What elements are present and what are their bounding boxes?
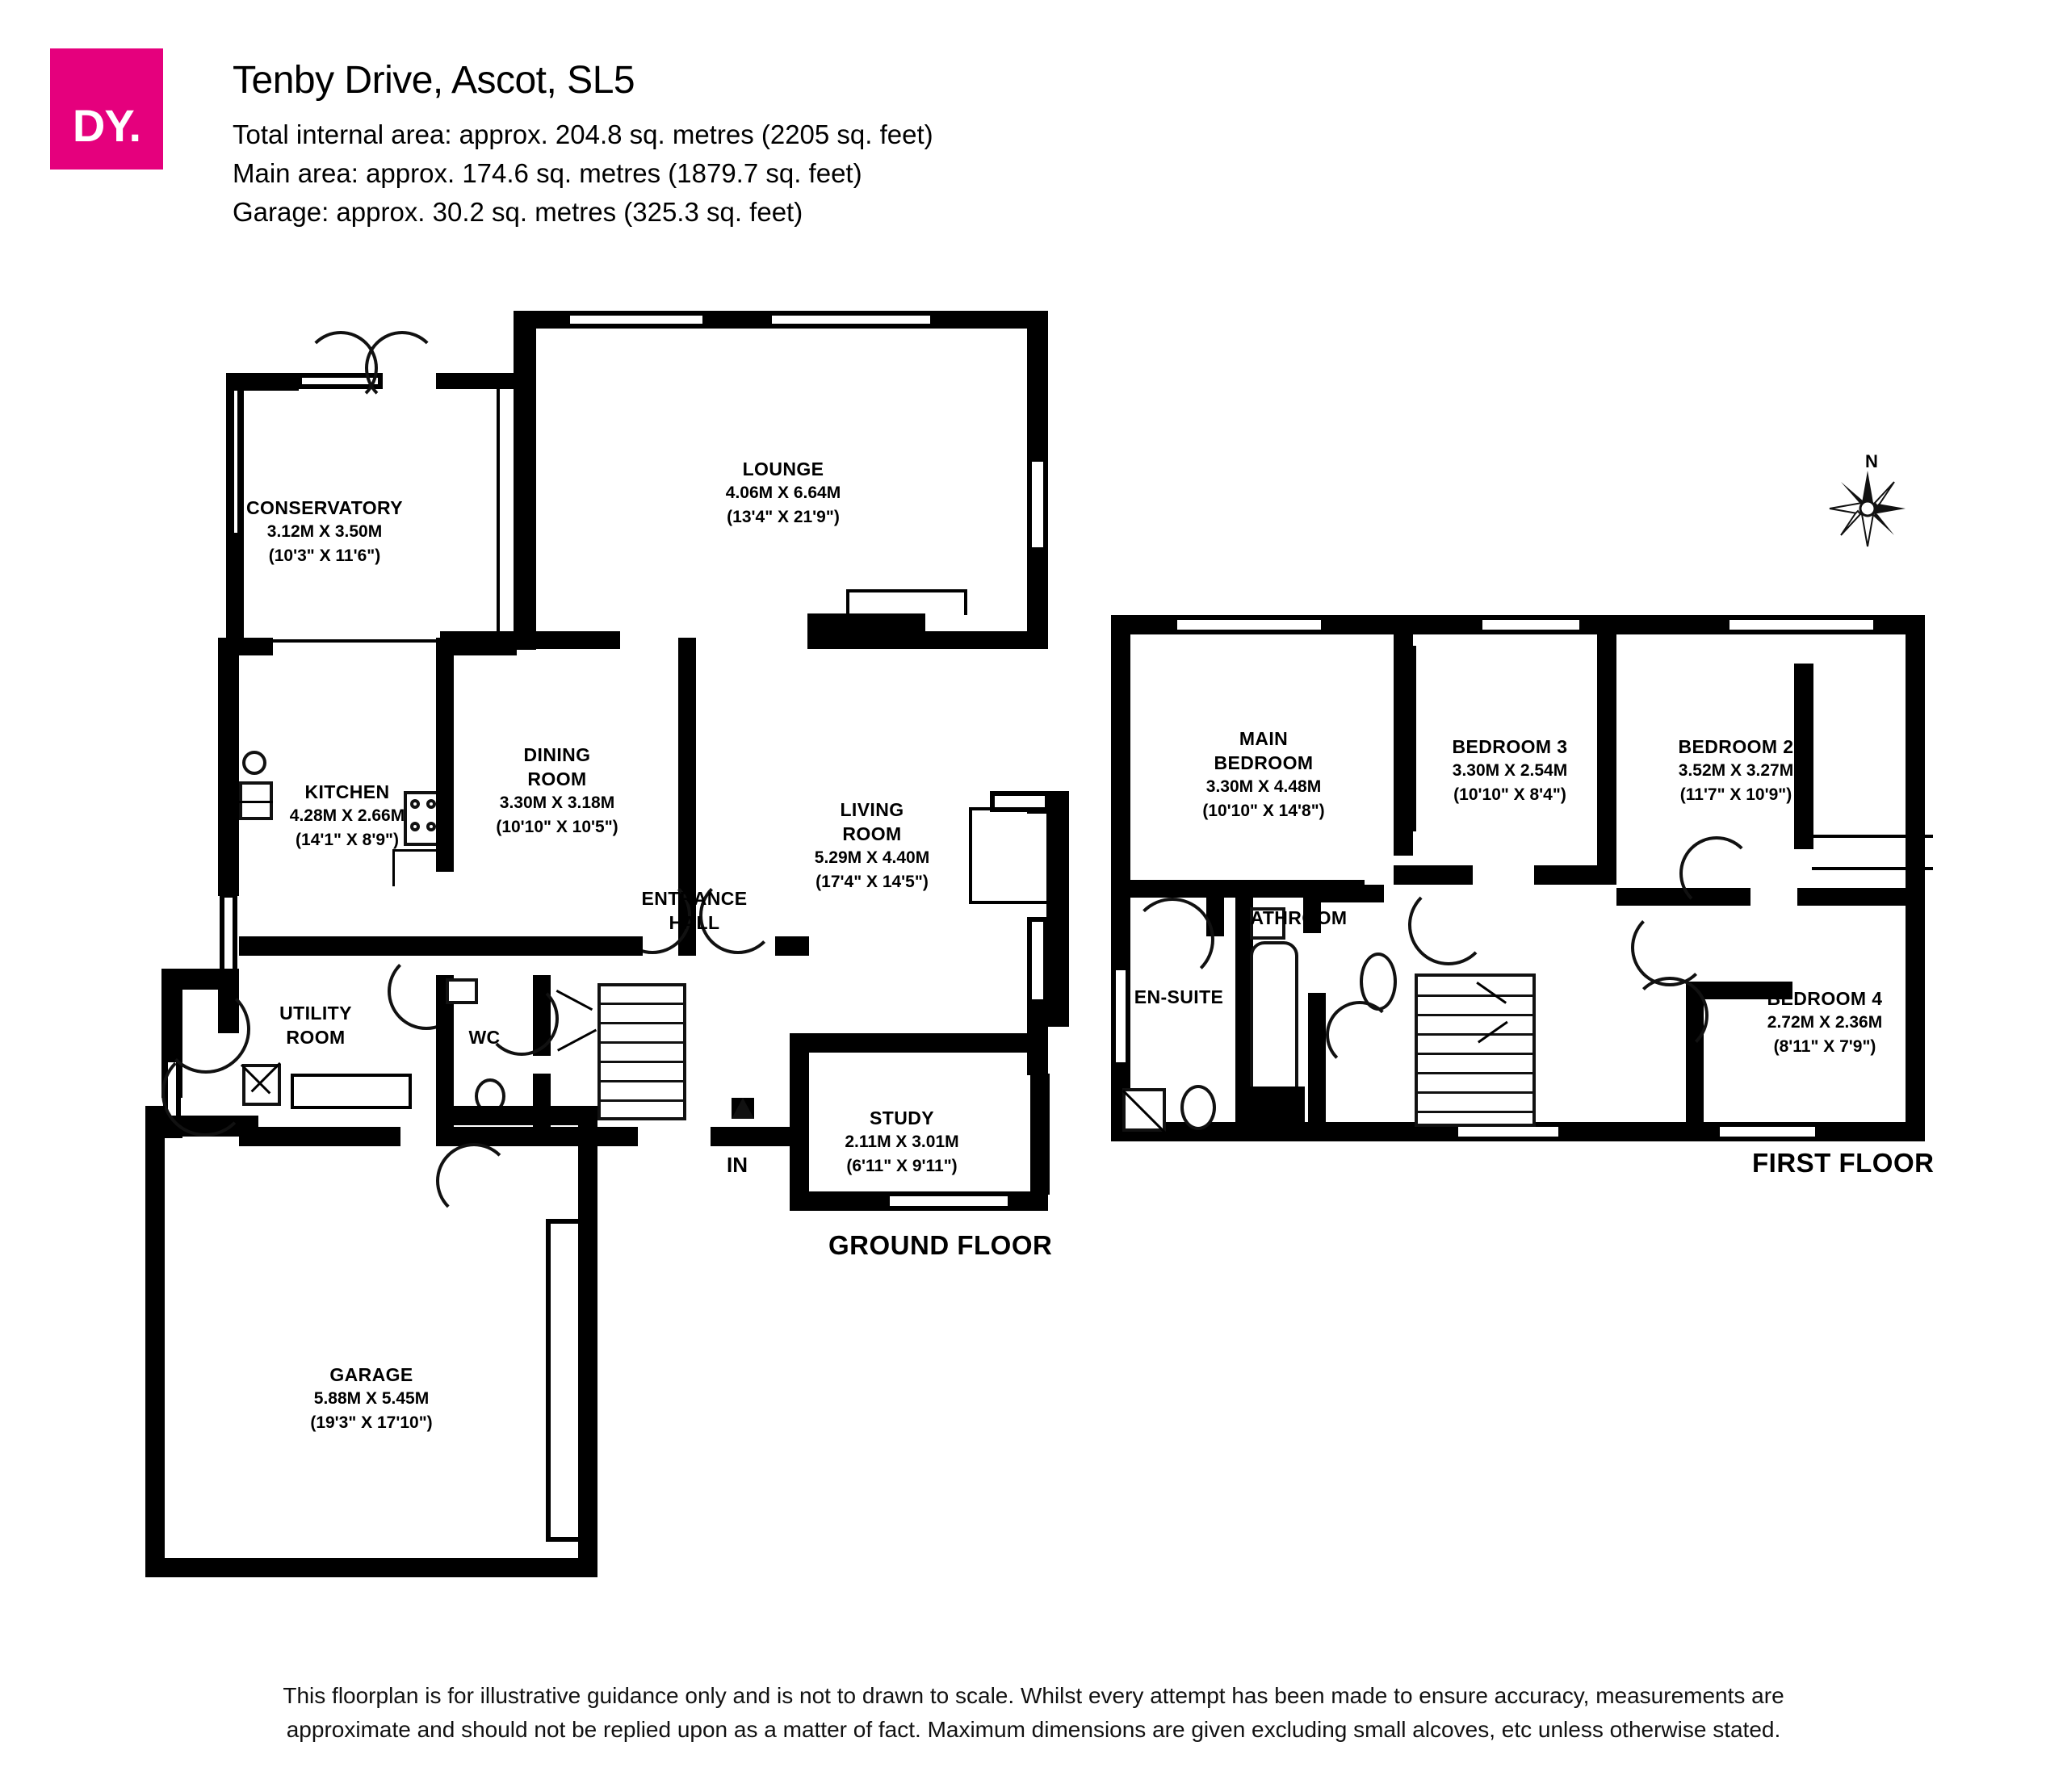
garage-door — [546, 1219, 583, 1542]
room-label-dining-room: DINING ROOM 3.30M X 3.18M (10'10" X 10'5") — [496, 744, 618, 836]
wall — [711, 1127, 791, 1146]
wall-line — [846, 589, 849, 615]
door-arc — [1679, 836, 1754, 911]
wall — [1815, 1122, 1925, 1141]
door-arc — [161, 1049, 249, 1137]
room-label-kitchen: KITCHEN 4.28M X 2.66M (14'1" X 8'9") — [289, 781, 405, 849]
ground-floor-label: GROUND FLOOR — [828, 1230, 1053, 1260]
wall — [807, 613, 925, 631]
room-label-bedroom-4: BEDROOM 4 2.72M X 2.36M (8'11" X 7'9") — [1767, 988, 1883, 1056]
wall-line — [271, 639, 441, 643]
wall — [1413, 865, 1473, 885]
wall — [145, 1106, 165, 1577]
stair-arrow — [557, 1029, 597, 1052]
stair-arrow — [556, 990, 593, 1011]
wall — [1797, 888, 1925, 906]
room-label-living-room: LIVING ROOM 5.29M X 4.40M (17'4" X 14'5") — [814, 799, 930, 891]
brand-logo — [50, 48, 163, 170]
disclaimer-line-2: approximate and should not be replied upon as a matter of fact. Maximum dimensions are given excluding small alcoves, etc unless otherwise stated. — [286, 1717, 1781, 1742]
wall — [1243, 1087, 1305, 1141]
wall — [436, 854, 454, 872]
disclaimer — [0, 1679, 2067, 1747]
wall — [1111, 615, 1130, 970]
room-label-utility-room: UTILITY ROOM — [279, 1003, 352, 1048]
counter-line — [392, 849, 395, 886]
wall — [1321, 615, 1482, 634]
wall — [932, 311, 1038, 329]
wall — [1394, 865, 1413, 885]
wall — [1906, 615, 1925, 1141]
door-arc — [436, 1143, 512, 1219]
wall-line — [964, 589, 967, 615]
window — [1172, 615, 1326, 634]
wall-line — [969, 901, 1046, 904]
wall — [790, 1033, 1048, 1053]
wall-line — [846, 589, 967, 592]
wall — [452, 936, 643, 956]
room-label-bedroom-3: BEDROOM 3 3.30M X 2.54M (10'10" X 8'4") — [1452, 736, 1568, 804]
wall — [1308, 993, 1326, 1141]
room-label-wc: WC — [468, 1027, 501, 1048]
room-label-main-bedroom: MAIN BEDROOM 3.30M X 4.48M (10'10" X 14'8") — [1202, 728, 1325, 820]
compass-icon — [1823, 451, 1912, 561]
window — [1725, 615, 1878, 634]
window — [1111, 965, 1130, 1069]
wall — [1030, 1074, 1050, 1195]
garage-area-text: Garage: approx. 30.2 sq. metres (325.3 sq. feet) — [233, 197, 803, 227]
window — [1027, 457, 1048, 552]
window — [220, 893, 237, 977]
page-title: Tenby Drive, Ascot, SL5 — [233, 59, 635, 102]
sink-icon — [242, 751, 266, 775]
toilet-icon — [1180, 1085, 1216, 1130]
basin-icon — [446, 978, 478, 1004]
first-floor-label: FIRST FLOOR — [1752, 1148, 1935, 1178]
wall — [1046, 825, 1069, 1027]
counter-line — [291, 1106, 412, 1109]
room-label-bathroom: BATHROOM — [1236, 907, 1348, 928]
wardrobe-line — [1812, 867, 1933, 870]
door-arc — [1408, 885, 1489, 965]
entry-in-label: IN — [727, 1153, 748, 1177]
window — [1027, 917, 1048, 1004]
wall — [1111, 880, 1208, 898]
counter-line — [409, 1074, 412, 1107]
wall — [1579, 615, 1729, 634]
door-arc — [1326, 1001, 1394, 1069]
door-arc — [1631, 909, 1709, 986]
wall — [1027, 549, 1048, 638]
brand-logo-text: DY. — [72, 100, 141, 151]
wall — [145, 1558, 597, 1577]
main-area-text: Main area: approx. 174.6 sq. metres (1879.7 sq. feet) — [233, 158, 862, 188]
door-arc — [1631, 977, 1709, 1054]
wall — [239, 936, 400, 956]
wall — [1027, 311, 1048, 461]
wall — [514, 311, 536, 650]
wall — [807, 631, 1048, 649]
window — [767, 311, 935, 329]
wall — [775, 936, 809, 956]
total-area-text: Total internal area: approx. 204.8 sq. metres (2205 sq. feet) — [233, 119, 933, 149]
wardrobe-line — [1812, 835, 1933, 838]
room-label-lounge: LOUNGE 4.06M X 6.64M (13'4" X 21'9") — [725, 458, 841, 526]
wall — [226, 373, 299, 391]
window — [885, 1191, 1013, 1211]
room-label-en-suite: EN-SUITE — [1134, 986, 1224, 1007]
staircase — [597, 983, 686, 1120]
room-label-garage: GARAGE 5.88M X 5.45M (19'3" X 17'10") — [310, 1364, 433, 1432]
compass-north-label: N — [1865, 451, 1878, 471]
room-label-entrance-hall: ENTRANCE HALL — [641, 888, 748, 933]
room-label-study: STUDY 2.11M X 3.01M (6'11" X 9'11") — [845, 1107, 959, 1175]
wall — [218, 638, 239, 746]
window — [565, 311, 707, 329]
window — [1715, 1122, 1820, 1141]
wall — [436, 373, 517, 389]
counter-line — [291, 1074, 294, 1107]
wall — [678, 638, 696, 880]
room-label-bedroom-2: BEDROOM 2 3.52M X 3.27M (11'7" X 10'9") — [1678, 736, 1794, 804]
room-label-conservatory: CONSERVATORY 3.12M X 3.50M (10'3" X 11'6") — [246, 497, 403, 565]
wall — [704, 311, 770, 329]
door-arc — [365, 331, 439, 405]
counter-line — [291, 1074, 412, 1077]
disclaimer-line-1: This floorplan is for illustrative guidance only and is not to drawn to scale. Whilst every attempt has been made to ensure accuracy, measurements are — [283, 1683, 1784, 1708]
wall-line — [497, 387, 500, 631]
wall — [536, 631, 620, 649]
wall — [239, 1127, 400, 1146]
wall — [1303, 885, 1384, 902]
wall — [514, 311, 572, 329]
window — [1478, 615, 1584, 634]
entry-arrow-icon — [732, 1098, 754, 1119]
wall — [436, 1106, 597, 1125]
staircase — [1415, 973, 1536, 1127]
